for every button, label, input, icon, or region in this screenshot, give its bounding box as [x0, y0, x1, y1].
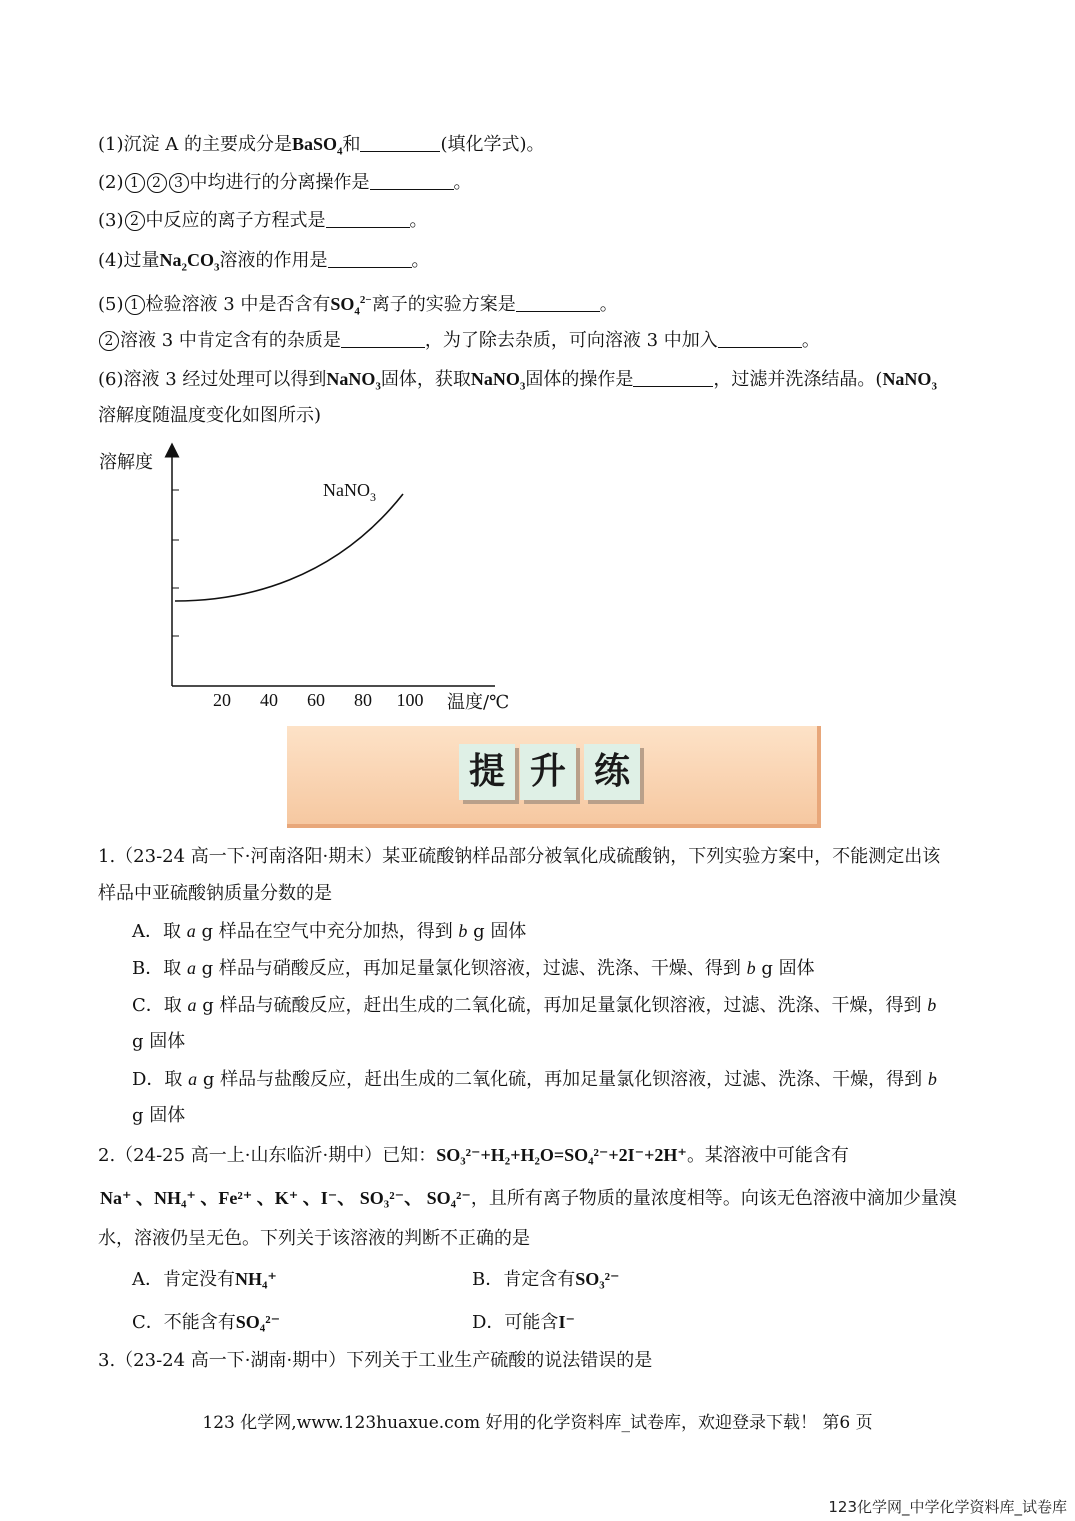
q1-option-d: D．取 a g 样品与盐酸反应，赶出生成的二氧化硫，再加足量氯化钡溶液，过滤、洗涤、干燥，得到 b	[132, 1069, 937, 1090]
x-tick-label: 20	[213, 690, 231, 710]
x-tick-label: 60	[307, 690, 325, 710]
q2-stem: 2.（24-25 高一上·山东临沂·期中）已知：SO₃²⁻+H₂+H₂O=SO₄²⁻+2I⁻+2H⁺。某溶液中可能含有	[98, 1145, 849, 1166]
x-axis-label: 温度/℃	[447, 692, 510, 713]
q2-ions-line: Na⁺ 、NH₄⁺ 、Fe²⁺ 、K⁺ 、I⁻、 SO₃²⁻、 SO₄²⁻，且所有离子物质的量浓度相等。向该无色溶液中滴加少量溴	[100, 1188, 957, 1209]
circled-number: 1	[125, 295, 145, 315]
banner-char: 练	[584, 744, 640, 800]
watermark-text: 123化学网_中学化学资料库_试卷库	[828, 1498, 1067, 1516]
q1-option-b: B．取 a g 样品与硝酸反应，再加足量氯化钡溶液，过滤、洗涤、干燥、得到 b g 固体	[132, 958, 815, 979]
answer-blank	[370, 171, 454, 190]
answer-blank	[633, 368, 713, 387]
q2-option-b: B．肯定含有SO₃²⁻	[472, 1269, 620, 1290]
question-2-line: (2) 1 2 3 中均进行的分离操作是 。	[98, 172, 472, 193]
question-6a-line: (6)溶液 3 经过处理可以得到NaNO$_3$固体，获取NaNO$_3$固体的操作是 ，过滤并洗涤结晶。(NaNO$_3$	[98, 369, 937, 393]
q1-stem-cont: 样品中亚硫酸钠质量分数的是	[98, 883, 332, 904]
question-3-line: (3) 2 中反应的离子方程式是 。	[98, 210, 428, 231]
banner-char: 提	[459, 744, 515, 800]
question-1-line: (1)沉淀 A 的主要成分是BaSO$_4$和 (填化学式)。	[98, 134, 545, 158]
series-label: NaNO$_3$	[323, 480, 376, 504]
q1-option-c: C．取 a g 样品与硫酸反应，赶出生成的二氧化硫，再加足量氯化钡溶液，过滤、洗涤、干燥，得到 b	[132, 995, 937, 1016]
circled-number: 1	[125, 173, 145, 193]
x-tick-label: 40	[260, 690, 278, 710]
answer-blank	[516, 293, 600, 312]
question-5a-line: (5) 1 检验溶液 3 中是否含有$SO_4^{2-}$离子的实验方案是 。	[98, 294, 618, 318]
answer-blank	[326, 209, 410, 228]
question-4-line: (4)过量$Na_2CO_3$溶液的作用是 。	[98, 250, 430, 274]
q1-option-a: A．取 a g 样品在空气中充分加热，得到 b g 固体	[132, 921, 527, 942]
chem-formula: BaSO$_4$	[291, 134, 343, 158]
y-axis-label: 溶解度	[99, 452, 153, 473]
question-6b-line: 溶解度随温度变化如图所示)	[98, 405, 322, 426]
x-tick-label: 80	[354, 690, 372, 710]
q1-stem: 1.（23-24 高一下·河南洛阳·期末）某亚硫酸钠样品部分被氧化成硫酸钠，下列实验方案中，不能测定出该	[98, 846, 941, 867]
x-tick-label: 100	[396, 690, 424, 710]
q1-option-c-cont: g 固体	[132, 1031, 186, 1052]
answer-blank	[341, 329, 425, 348]
answer-blank	[360, 133, 440, 152]
nanno3-solubility-curve	[175, 494, 403, 601]
page-footer: 123 化学网,www.123huaxue.com 好用的化学资料库_试卷库，欢迎登录下载！ 第6 页	[202, 1413, 873, 1433]
q3-stem: 3.（23-24 高一下·湖南·期中）下列关于工业生产硫酸的说法错误的是	[98, 1350, 653, 1371]
solubility-chart	[95, 440, 535, 720]
chem-formula: $SO_4^{2-}$	[330, 294, 372, 318]
section-banner	[287, 726, 821, 828]
circled-number: 2	[147, 173, 167, 193]
answer-blank	[328, 249, 412, 268]
circled-number: 2	[125, 211, 145, 231]
q2-option-a: A．肯定没有NH₄⁺	[132, 1269, 277, 1290]
answer-blank	[718, 329, 802, 348]
chem-formula: $Na_2CO_3$	[159, 250, 220, 274]
circled-number: 2	[99, 331, 119, 351]
banner-char: 升	[520, 744, 576, 800]
q2-option-c: C．不能含有SO₄²⁻	[132, 1312, 281, 1333]
q2-option-d: D．可能含I⁻	[472, 1312, 575, 1333]
q1-option-d-cont: g 固体	[132, 1105, 186, 1126]
circled-number: 3	[169, 173, 189, 193]
question-5b-line: 2 溶液 3 中肯定含有的杂质是 ，为了除去杂质，可向溶液 3 中加入 。	[98, 329, 820, 353]
q2-stem-cont: 水，溶液仍呈无色。下列关于该溶液的判断不正确的是	[98, 1228, 530, 1249]
